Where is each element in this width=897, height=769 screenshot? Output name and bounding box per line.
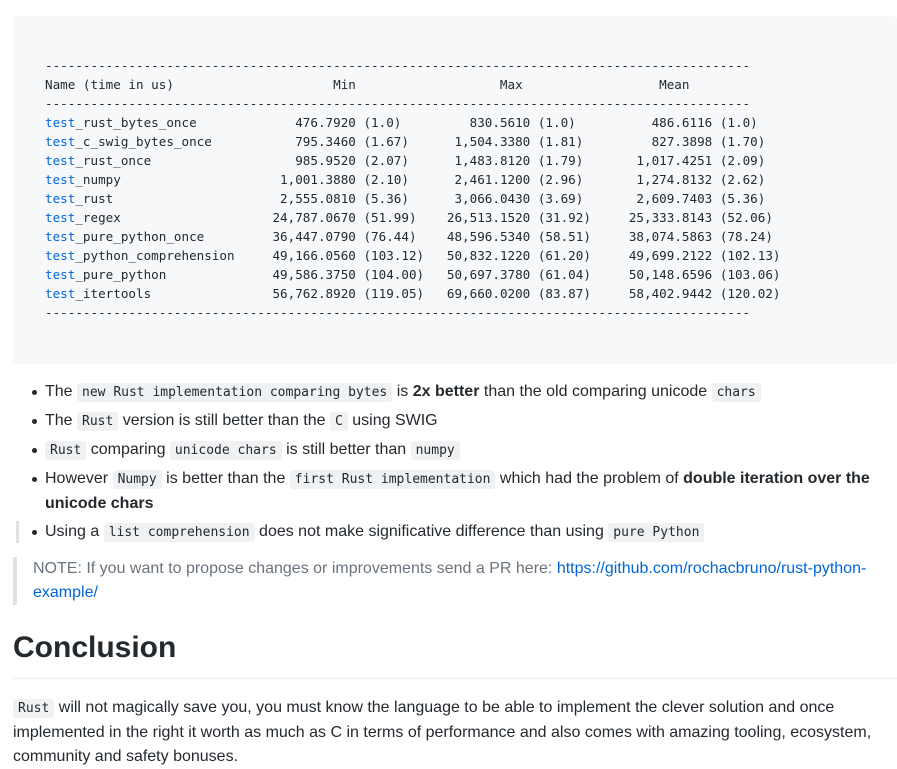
table-row	[45, 246, 897, 265]
list-item	[45, 438, 885, 463]
inline-code: first Rust implementation	[290, 470, 496, 489]
inline-code: new Rust implementation comparing bytes	[77, 383, 392, 402]
test-keyword: test	[45, 134, 76, 149]
list-item	[45, 467, 885, 516]
row-text: _rust_bytes_once 476.7920 (1.0) 830.5610 (1.0) 486.6116 (1.0)	[75, 115, 758, 130]
inline-code: Rust	[77, 412, 118, 431]
test-keyword: test	[45, 191, 76, 206]
test-keyword: test	[45, 286, 76, 301]
test-keyword: test	[45, 153, 76, 168]
list-item	[45, 380, 885, 405]
note-text: NOTE: If you want to propose changes or improvements send a PR here:	[33, 560, 557, 577]
benchmark-code-block	[13, 16, 897, 364]
inline-code: chars	[712, 383, 761, 402]
table-row	[45, 284, 897, 303]
row-text: _regex 24,787.0670 (51.99) 26,513.1520 (31.92) 25,333.8143 (52.06)	[75, 210, 773, 225]
bullet-text: However	[45, 470, 113, 487]
table-row	[45, 151, 897, 170]
bullet-text: than the old comparing unicode	[479, 383, 712, 400]
bullet-text: Using a	[45, 523, 104, 540]
row-text: _python_comprehension 49,166.0560 (103.12) 50,832.1220 (61.20) 49,699.2122 (102.13)	[75, 248, 781, 263]
bullet-text: comparing	[86, 441, 170, 458]
inline-code: Rust	[45, 441, 86, 460]
findings-list	[45, 380, 885, 549]
test-keyword: test	[45, 210, 76, 225]
table-header: Name (time in us) Min Max Mean	[45, 77, 690, 92]
conclusion-paragraph	[13, 696, 883, 769]
bullet-text: using SWIG	[347, 412, 438, 429]
row-text: _c_swig_bytes_once 795.3460 (1.67) 1,504.3380 (1.81) 827.3898 (1.70)	[75, 134, 766, 149]
test-keyword: test	[45, 172, 76, 187]
bullet-text: is	[392, 383, 413, 400]
bullet-text: is better than the	[161, 470, 290, 487]
inline-code: Rust	[13, 699, 54, 718]
row-text: _pure_python 49,586.3750 (104.00) 50,697.3780 (61.04) 50,148.6596 (103.06)	[75, 267, 781, 282]
table-separator: ---------------------------------------------------------------------------------------------	[45, 58, 751, 73]
test-keyword: test	[45, 229, 76, 244]
note-blockquote	[13, 557, 893, 605]
test-keyword: test	[45, 248, 76, 263]
row-text: _rust 2,555.0810 (5.36) 3,066.0430 (3.69) 2,609.7403 (5.36)	[75, 191, 766, 206]
test-keyword: test	[45, 115, 76, 130]
bullet-text: The	[45, 383, 78, 400]
table-row	[45, 113, 897, 132]
inline-code: pure Python	[608, 523, 704, 542]
table-separator: ---------------------------------------------------------------------------------------------	[45, 96, 751, 111]
bold-text: 2x better	[412, 383, 480, 400]
inline-code: Numpy	[113, 470, 162, 489]
bullet-text: does not make significative difference than using	[254, 523, 609, 540]
conclusion-text: will not magically save you, you must know the language to be able to implement the clever solution and once implemented in the right it worth as much as C in terms of performance and also comes with amazing tooling, ecosystem, community and safety bonuses.	[13, 699, 872, 765]
table-row	[45, 189, 897, 208]
table-row	[45, 227, 897, 246]
table-separator: ---------------------------------------------------------------------------------------------	[45, 305, 751, 320]
row-text: _rust_once 985.9520 (2.07) 1,483.8120 (1.79) 1,017.4251 (2.09)	[75, 153, 766, 168]
row-text: _numpy 1,001.3880 (2.10) 2,461.1200 (2.96) 1,274.8132 (2.62)	[75, 172, 766, 187]
table-row	[45, 265, 897, 284]
table-row	[45, 170, 897, 189]
row-text: _pure_python_once 36,447.0790 (76.44) 48,596.5340 (58.51) 38,074.5863 (78.24)	[75, 229, 773, 244]
inline-code: C	[330, 412, 348, 431]
test-keyword: test	[45, 267, 76, 282]
table-row	[45, 132, 897, 151]
bold-text: double iteration over the unicode chars	[45, 470, 870, 512]
table-row	[45, 208, 897, 227]
bullet-text: version is still better than the	[118, 412, 330, 429]
list-item	[45, 520, 885, 545]
bullet-text: The	[45, 412, 78, 429]
bullet-text: is still better than	[281, 441, 411, 458]
inline-code: numpy	[411, 441, 460, 460]
inline-code: list comprehension	[104, 523, 255, 542]
inline-code: unicode chars	[170, 441, 282, 460]
list-item	[45, 409, 885, 434]
repo-link[interactable]: https://github.com/rochacbruno/rust-python-example/	[33, 560, 867, 601]
bullet-text: which had the problem of	[495, 470, 684, 487]
conclusion-heading: Conclusion	[13, 628, 897, 679]
row-text: _itertools 56,762.8920 (119.05) 69,660.0200 (83.87) 58,402.9442 (120.02)	[75, 286, 781, 301]
